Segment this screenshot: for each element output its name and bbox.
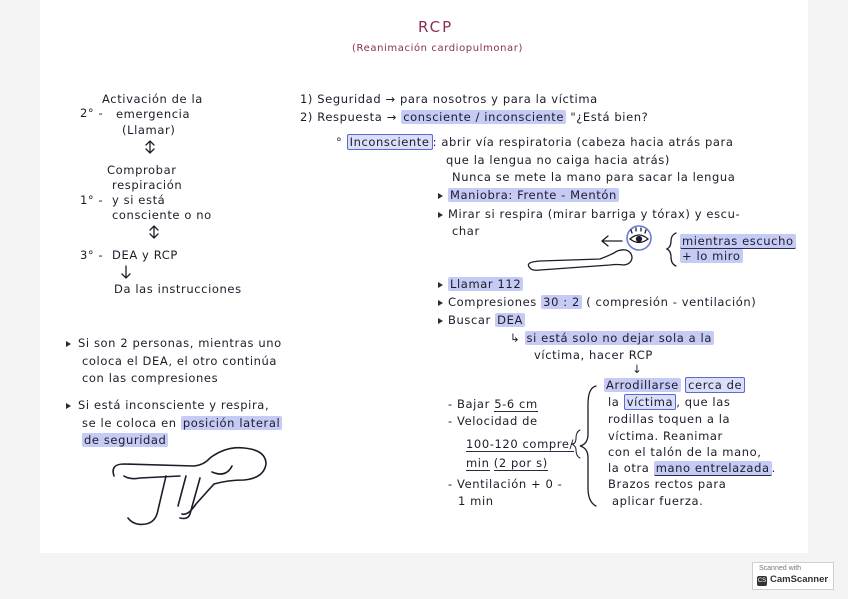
maniobra-text: Maniobra: Frente - Mentón	[450, 188, 617, 202]
buscar-text: Buscar DEA	[448, 313, 523, 327]
note2-line-2: se le coloca en posición lateral	[82, 416, 281, 430]
inconsciente-row: ° Inconsciente : abrir vía respiratoria (cabeza hacia atrás para	[336, 135, 734, 149]
step1-number: 1° -	[80, 193, 104, 207]
velocidad-line-3: min (2 por s)	[466, 456, 548, 470]
arro-line-5: con el talón de la mano,	[608, 445, 762, 459]
camscanner-logo-icon: CS	[757, 578, 767, 584]
note1-line-2: coloca el DEA, el otro continúa	[82, 354, 278, 368]
mientras-line-1: mientras escucho	[682, 234, 794, 248]
velocidad-line-2: 100-120 compre/	[466, 437, 574, 451]
step1-line-1: Comprobar	[107, 163, 177, 177]
watermark-line-1: Scanned with	[759, 565, 802, 572]
arro-line-4: víctima. Reanimar	[608, 429, 723, 443]
note1-line-1: Si son 2 personas, mientras uno	[78, 336, 282, 350]
arro-line-2: la víctima , que las	[608, 395, 731, 409]
velocidad-line-1: - Velocidad de	[448, 414, 538, 428]
llamar-text: Llamar 112	[450, 277, 522, 291]
mientras-line-2: + lo miro	[682, 249, 741, 263]
arro-line-3: rodillas toquen a la	[608, 412, 731, 426]
step2-line-2: emergencia	[116, 107, 191, 121]
arrow-left-icon	[602, 236, 622, 246]
incons-line-2: que la lengua no caiga hacia atrás)	[446, 153, 670, 167]
highlight-posicion-lateral: posición lateral	[182, 416, 281, 430]
arro-line-7: Brazos rectos para	[608, 477, 727, 491]
step2-line-3: (Llamar)	[122, 123, 176, 137]
mirar-line-1: Mirar si respira (mirar barriga y tórax) y escu-	[448, 207, 741, 221]
step3-follow-text: Da las instrucciones	[114, 282, 242, 296]
mirar-line-2: char	[452, 224, 480, 238]
camscanner-watermark	[752, 562, 834, 590]
arrow-updown-icon	[150, 226, 158, 238]
arro-line-6: la otra mano entrelazada .	[608, 461, 776, 475]
step1-line-4: consciente o no	[112, 208, 212, 222]
eye-icon	[630, 228, 648, 243]
small-brace-icon	[572, 430, 580, 458]
step1-line-3: y si está	[112, 193, 166, 207]
highlight-consciente: consciente / inconsciente	[403, 110, 565, 124]
watermark-line-2: CamScanner	[770, 574, 829, 585]
arrow-down-icon	[122, 266, 130, 278]
solo-line-2: víctima, hacer RCP	[534, 348, 653, 362]
item2: 2) Respuesta → consciente / inconsciente "¿Está bien?	[300, 110, 649, 124]
page-subtitle: (Reanimación cardiopulmonar)	[352, 43, 523, 54]
note2-line-3: de seguridad	[84, 433, 167, 447]
recovery-position-figure	[113, 448, 266, 525]
page-title: RCP	[418, 18, 454, 36]
arrow-down-icon: ↓	[632, 362, 643, 376]
lying-person-icon	[528, 250, 632, 270]
arro-line-8: aplicar fuerza.	[612, 494, 704, 508]
bajar-text: - Bajar 5-6 cm	[448, 397, 538, 411]
compresiones-text: Compresiones 30 : 2 ( compresión - ventilación)	[448, 295, 757, 309]
inconsciente-box: Inconsciente	[347, 134, 433, 150]
step3-text: DEA y RCP	[112, 248, 178, 262]
step2-number: 2° -	[80, 106, 104, 120]
incons-line-3: Nunca se mete la mano para sacar la lengua	[452, 170, 736, 184]
brace-icon	[667, 233, 676, 266]
step1-line-2: respiración	[112, 178, 183, 192]
arro-line-1: Arrodillarse cerca de	[604, 378, 745, 393]
brace-icon	[580, 386, 596, 506]
note1-line-3: con las compresiones	[82, 371, 219, 385]
note2-line-1: Si está inconsciente y respira,	[78, 398, 270, 412]
ventilacion-line-1: - Ventilación + 0 -	[448, 477, 563, 491]
solo-line-1: ↳ si está solo no dejar sola a la	[510, 331, 712, 345]
ventilacion-line-2: 1 min	[458, 494, 494, 508]
step2-line-1: Activación de la	[102, 92, 203, 106]
step3-number: 3° -	[80, 248, 104, 262]
item1: 1) Seguridad → para nosotros y para la víctima	[300, 92, 598, 106]
arrow-updown-icon	[146, 141, 154, 153]
